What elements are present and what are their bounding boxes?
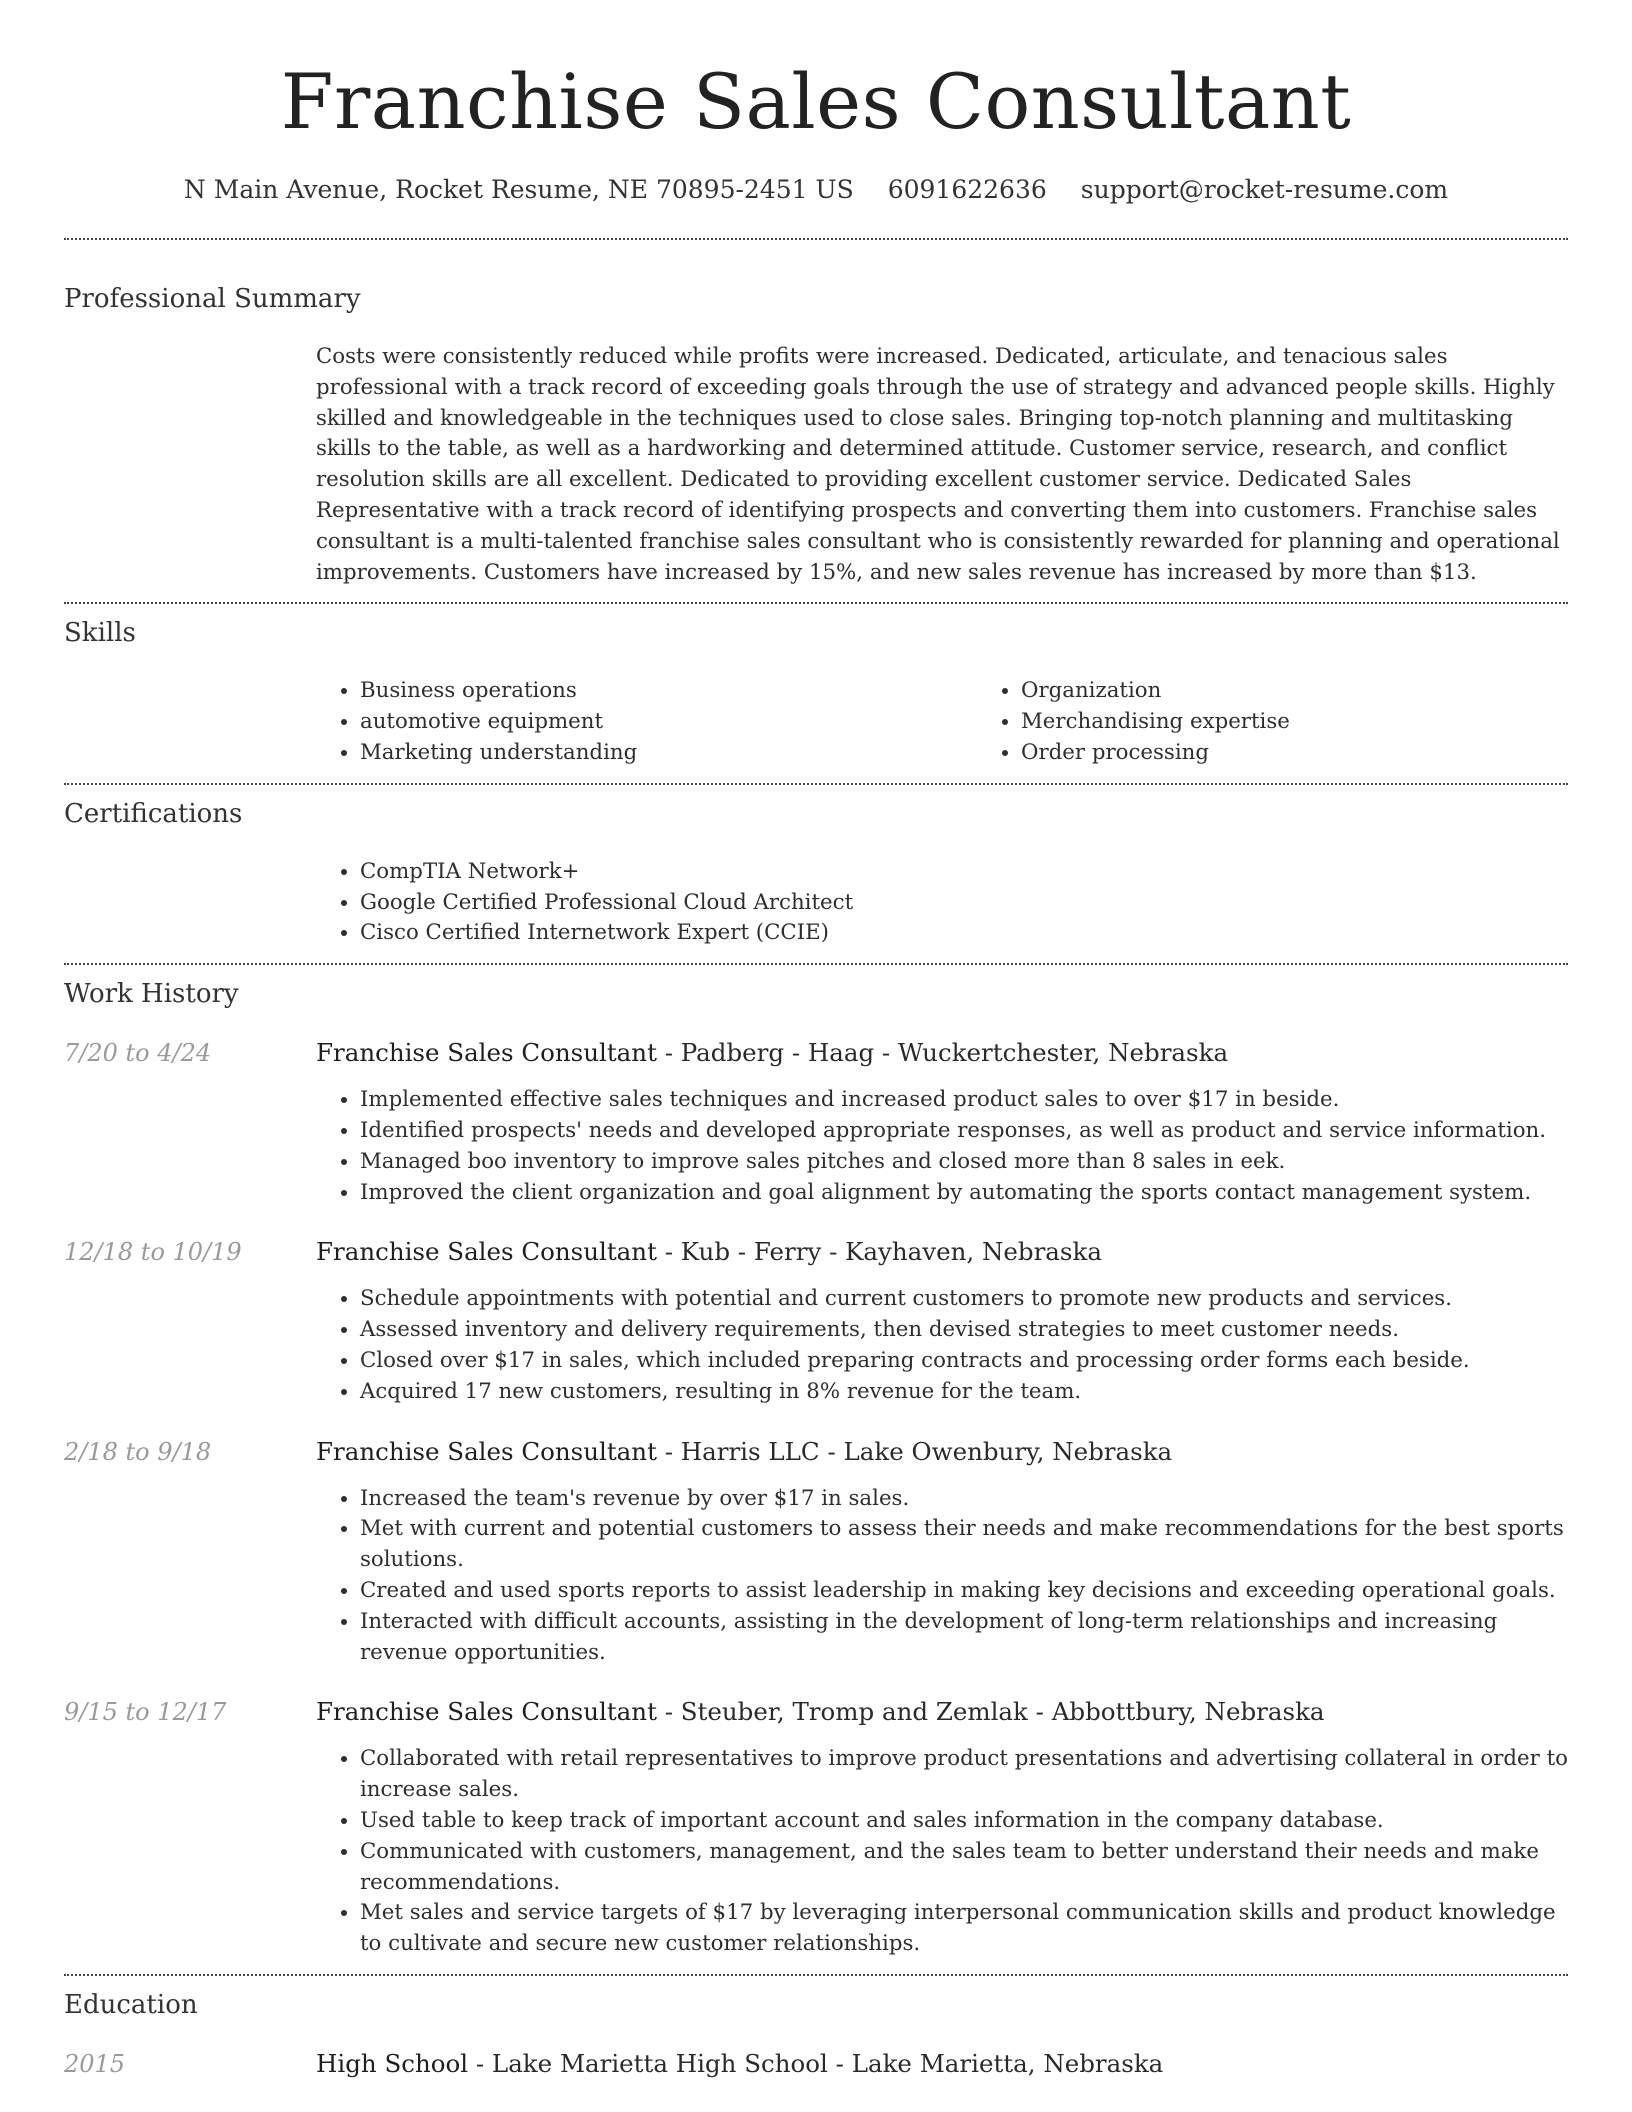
skills-list-left bbox=[316, 676, 977, 768]
job-bullet: • Assessed inventory and delivery requirements, then devised strategies to meet customer needs. bbox=[360, 1315, 1568, 1346]
certifications-section bbox=[64, 785, 1568, 963]
job-bullets bbox=[316, 1484, 1568, 1669]
education-school: - Lake Marietta High School - Lake Marietta, Nebraska bbox=[468, 2048, 1164, 2078]
job-dates: 2/18 to 9/18 bbox=[64, 1437, 212, 1466]
section-title-work: Work History bbox=[64, 979, 239, 1010]
job-dates: 12/18 to 10/19 bbox=[64, 1238, 242, 1267]
certification-item: • Cisco Certified Internetwork Expert (CCIE) bbox=[360, 918, 1568, 949]
skills-section bbox=[64, 604, 1568, 782]
skill-item: • Business operations bbox=[360, 676, 977, 707]
job-dates: 7/20 to 4/24 bbox=[64, 1039, 212, 1068]
certification-item: • Google Certified Professional Cloud Architect bbox=[360, 888, 1568, 919]
job-bullet: • Communicated with customers, management, and the sales team to better understand their needs and make recommendations. bbox=[360, 1837, 1568, 1899]
section-title-certifications: Certifications bbox=[64, 798, 243, 829]
education-entry bbox=[64, 2048, 1568, 2080]
job-employer: - Kub - Ferry - Kayhaven, Nebraska bbox=[656, 1237, 1102, 1267]
skill-item: • Order processing bbox=[1021, 738, 1632, 769]
skills-list-right bbox=[977, 676, 1632, 768]
job-heading bbox=[316, 1696, 1325, 1728]
section-title-summary: Professional Summary bbox=[64, 284, 361, 314]
job-entry bbox=[64, 1696, 1568, 1960]
job-bullet: • Closed over $17 in sales, which included preparing contracts and processing order forms each beside. bbox=[360, 1346, 1568, 1377]
job-bullets bbox=[316, 1744, 1568, 1960]
job-bullet: • Collaborated with retail representatives to improve product presentations and advertising collateral in order to increase sales. bbox=[360, 1744, 1568, 1806]
job-bullet: • Interacted with difficult accounts, assisting in the development of long-term relationships and increasing revenue opportunities. bbox=[360, 1607, 1568, 1669]
skill-item: • automotive equipment bbox=[360, 707, 977, 738]
contact-address: N Main Avenue, Rocket Resume, NE 70895-2451 US bbox=[183, 175, 854, 204]
job-heading bbox=[316, 1436, 1172, 1468]
job-entry bbox=[64, 1236, 1568, 1407]
job-bullet: • Improved the client organization and goal alignment by automating the sports contact management system. bbox=[360, 1178, 1568, 1209]
job-bullet: • Met with current and potential customers to assess their needs and make recommendations for the best sports solutions. bbox=[360, 1514, 1568, 1576]
job-title: Franchise Sales Consultant bbox=[316, 1038, 657, 1068]
education-heading bbox=[316, 2048, 1163, 2080]
job-entry bbox=[64, 1037, 1568, 1208]
job-employer: - Harris LLC - Lake Owenbury, Nebraska bbox=[656, 1436, 1173, 1466]
certification-item: • CompTIA Network+ bbox=[360, 857, 1568, 888]
job-bullet: • Schedule appointments with potential and current customers to promote new products and services. bbox=[360, 1284, 1568, 1315]
job-title: Franchise Sales Consultant bbox=[316, 1697, 657, 1727]
contact-phone: 6091622636 bbox=[887, 175, 1047, 204]
resume-name: Franchise Sales Consultant bbox=[280, 57, 1352, 146]
section-title-education: Education bbox=[64, 1989, 198, 2020]
job-bullet: • Identified prospects' needs and developed appropriate responses, as well as product and service information. bbox=[360, 1116, 1568, 1147]
job-employer: - Padberg - Haag - Wuckertchester, Nebraska bbox=[656, 1038, 1229, 1068]
job-entry bbox=[64, 1436, 1568, 1669]
section-title-skills: Skills bbox=[64, 618, 136, 649]
education-section bbox=[64, 1976, 1568, 2080]
job-bullet: • Increased the team's revenue by over $17 in sales. bbox=[360, 1484, 1568, 1515]
job-title: Franchise Sales Consultant bbox=[316, 1237, 657, 1267]
education-dates: 2015 bbox=[64, 2049, 126, 2078]
contact-info bbox=[64, 174, 1568, 206]
job-bullet: • Used table to keep track of important account and sales information in the company database. bbox=[360, 1806, 1568, 1837]
skill-item: • Marketing understanding bbox=[360, 738, 977, 769]
job-bullets bbox=[316, 1085, 1568, 1208]
job-title: Franchise Sales Consultant bbox=[316, 1436, 657, 1466]
job-bullet: • Acquired 17 new customers, resulting in 8% revenue for the team. bbox=[360, 1377, 1568, 1408]
summary-section bbox=[64, 240, 1568, 602]
work-history-section bbox=[64, 965, 1568, 1974]
skill-item: • Merchandising expertise bbox=[1021, 707, 1632, 738]
job-dates: 9/15 to 12/17 bbox=[64, 1698, 227, 1727]
summary-text: Costs were consistently reduced while profits were increased. Dedicated, articulate, and tenacious sales professional with a track record of exceeding goals through the use of strategy and advanced people skills. Highly skilled and knowledgeable in the techniques used to close sales. Bringing top-notch planning and multitasking skills to the table, as well as a hardworking and determined attitude. Customer service, research, and conflict resolution skills are all excellent. Dedicated to providing excellent customer service. Dedicated Sales Representative with a track record of identifying prospects and converting them into customers. Franchise sales consultant is a multi-talented franchise sales consultant who is consistently rewarded for planning and operational improvements. Customers have increased by 15%, and new sales revenue has increased by more than $13. bbox=[316, 344, 1560, 585]
job-heading bbox=[316, 1236, 1102, 1268]
job-bullet: • Met sales and service targets of $17 by leveraging interpersonal communication skills and product knowledge to cultivate and secure new customer relationships. bbox=[360, 1898, 1568, 1960]
job-heading bbox=[316, 1037, 1228, 1069]
job-employer: - Steuber, Tromp and Zemlak - Abbottbury, Nebraska bbox=[656, 1697, 1325, 1727]
skill-item: • Organization bbox=[1021, 676, 1632, 707]
job-bullet: • Implemented effective sales techniques and increased product sales to over $17 in beside. bbox=[360, 1085, 1568, 1116]
education-degree: High School bbox=[316, 2048, 469, 2078]
job-bullet: • Created and used sports reports to assist leadership in making key decisions and exceeding operational goals. bbox=[360, 1576, 1568, 1607]
job-bullet: • Managed boo inventory to improve sales pitches and closed more than 8 sales in eek. bbox=[360, 1147, 1568, 1178]
job-bullets bbox=[316, 1284, 1568, 1407]
contact-email: support@rocket-resume.com bbox=[1080, 175, 1449, 204]
certifications-list bbox=[316, 857, 1568, 949]
